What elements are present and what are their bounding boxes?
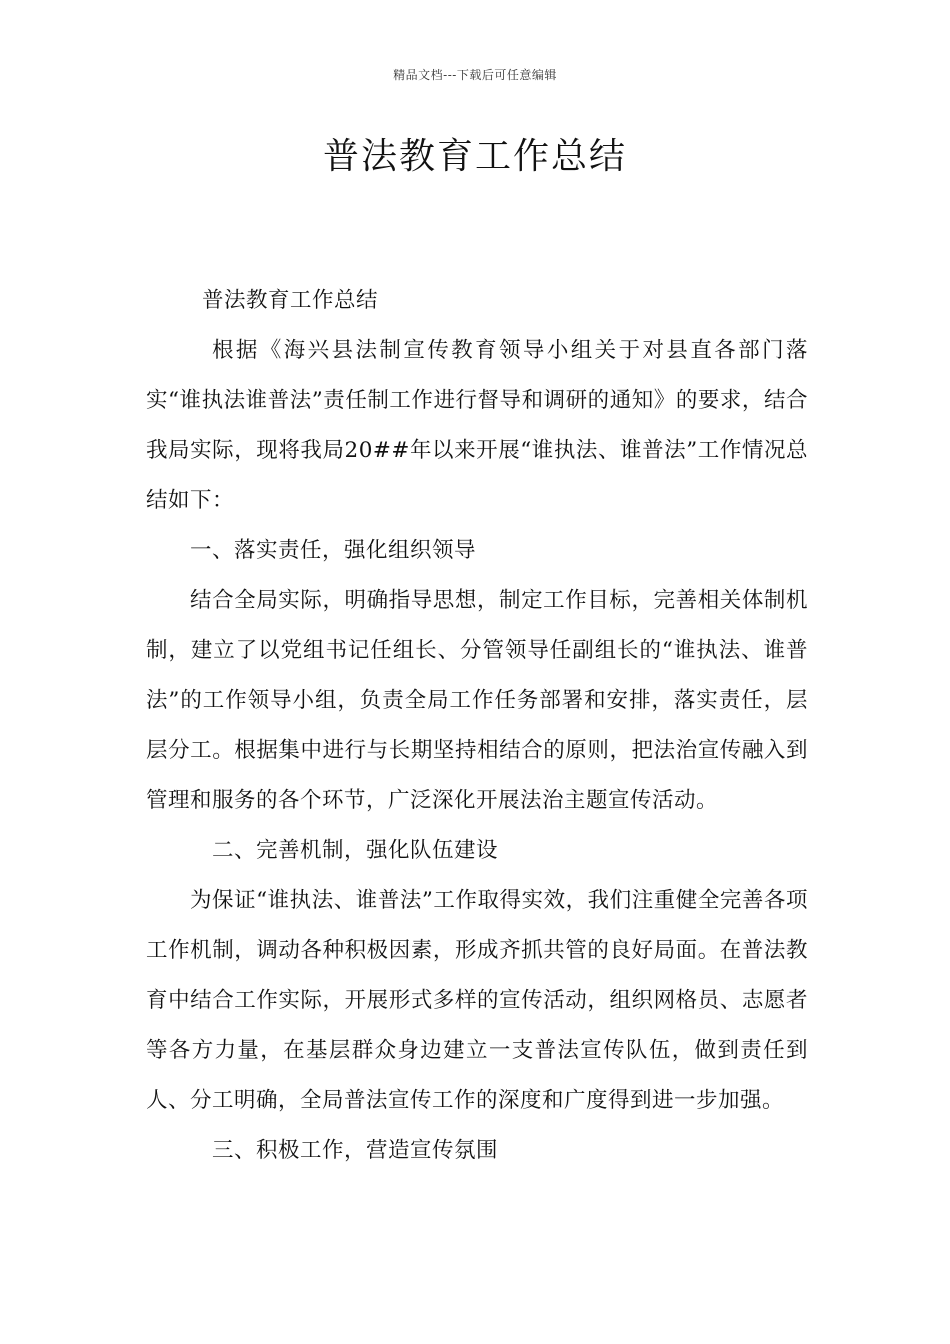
section-body-2: 为保证“谁执法、谁普法”工作取得实效，我们注重健全完善各项工作机制，调动各种积极因素，形成齐抓共管的良好局面。在普法教育中结合工作实际，开展形式多样的宣传活动，组织网格员、志愿者等各方力量，在基层群众身边建立一支普法宣传队伍，做到责任到人、分工明确，全局普法宣传工作的深度和广度得到进一步加强。: [146, 888, 808, 1113]
document-title: 普法教育工作总结: [322, 136, 627, 177]
document-subtitle: 普法教育工作总结: [202, 288, 379, 313]
intro-paragraph: 根据《海兴县法制宣传教育领导小组关于对县直各部门落实“谁执法谁普法”责任制工作进行督导和调研的通知》的要求，结合我局实际，现将我局20##年以来开展“谁执法、谁普法”工作情况总结如下：: [146, 338, 808, 513]
section-heading-1: 一、落实责任，强化组织领导: [190, 538, 477, 563]
section-heading-3: 三、积极工作，营造宣传氛围: [212, 1138, 499, 1163]
section-heading-2: 二、完善机制，强化队伍建设: [212, 838, 499, 863]
section-body-1: 结合全局实际，明确指导思想，制定工作目标，完善相关体制机制，建立了以党组书记任组长、分管领导任副组长的“谁执法、谁普法”的工作领导小组，负责全局工作任务部署和安排，落实责任，层层分工。根据集中进行与长期坚持相结合的原则，把法治宣传融入到管理和服务的各个环节，广泛深化开展法治主题宣传活动。: [146, 588, 808, 813]
document-body: [146, 276, 808, 1176]
page-header: 精品文档---下载后可任意编辑: [393, 68, 557, 82]
